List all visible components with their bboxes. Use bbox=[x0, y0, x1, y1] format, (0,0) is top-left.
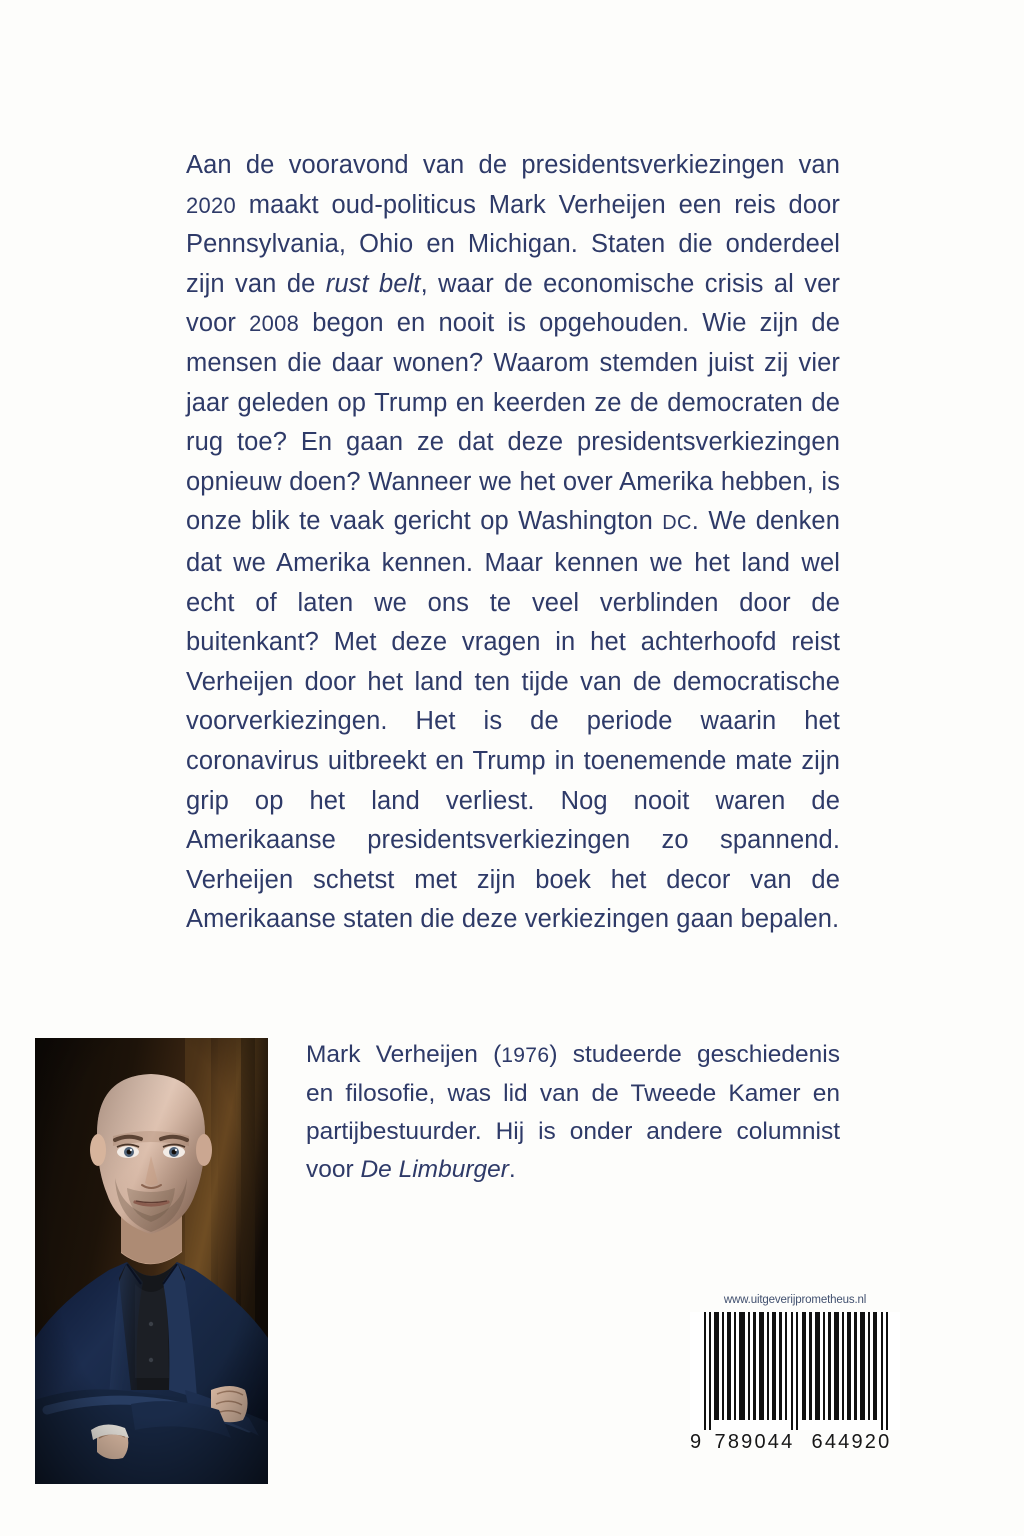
blurb-text-part5: . We denken dat we Amerika kennen. Maar kennen we het land wel echt of laten we ons te veel verblinden door de buitenkant? Met deze vragen in het achterhoofd reist Verheijen door het land ten tijde van de democratische voorverkiezingen. Het is de periode waarin het coronavirus uitbreekt en Trump in toenemende mate zijn grip op het land verliest. Nog nooit waren de Amerikaanse presidentsverkiezingen zo spannend. Verheijen schetst met zijn boek het decor van de Amerikaanse staten die deze verkiezingen gaan bepalen. bbox=[186, 507, 840, 934]
blurb-text-part4: begon en nooit is opgehouden. Wie zijn de mensen die daar wonen? Waarom stemden juist zij vier jaar geleden op Trump en keerden ze de democraten de rug toe? En gaan ze dat deze presidentsverkiezingen opnieuw doen? Wanneer we het over Amerika hebben, is onze blik te vaak gericht op Washington bbox=[186, 309, 840, 536]
publisher-url: www.uitgeverijprometheus.nl bbox=[723, 1294, 867, 1306]
barcode-lead-digit: 9 bbox=[690, 1431, 702, 1453]
blurb-text-part1: Aan de vooravond van de presidentsverkiezingen van bbox=[186, 151, 840, 179]
barcode-digits bbox=[690, 1431, 900, 1454]
blurb-smallcaps-dc: DC bbox=[662, 512, 692, 535]
blurb-italic-rust-belt: rust belt bbox=[325, 269, 421, 298]
blurb-paragraph bbox=[186, 146, 840, 940]
ean13-barcode bbox=[690, 1312, 900, 1430]
blurb-text-part3: , waar de economische crisis al ver voor bbox=[186, 269, 840, 338]
barcode-block bbox=[690, 1294, 900, 1454]
blurb-text-part2: maakt oud-politicus Mark Verheijen een reis door Pennsylvania, Ohio en Michigan. Staten die onderdeel zijn van de bbox=[186, 190, 840, 298]
barcode-left-group: 789044 bbox=[714, 1431, 795, 1453]
bio-birth-year: 1976 bbox=[501, 1044, 550, 1067]
bio-italic-publication: De Limburger bbox=[360, 1156, 509, 1183]
bio-text-part2: ) studeerde geschiedenis en filosofie, was lid van de Tweede Kamer en partijbestuurder. Hij is onder andere columnist voor bbox=[306, 1041, 840, 1183]
author-photo bbox=[35, 1038, 268, 1484]
blurb-year-2020: 2020 bbox=[186, 192, 236, 218]
bio-text-part1: Mark Verheijen ( bbox=[306, 1041, 502, 1068]
author-portrait-illustration bbox=[35, 1038, 268, 1484]
blurb-year-2008: 2008 bbox=[249, 311, 300, 337]
barcode-right-group: 644920 bbox=[811, 1431, 892, 1453]
bio-text-part3: . bbox=[508, 1156, 516, 1183]
author-bio bbox=[306, 1036, 840, 1189]
